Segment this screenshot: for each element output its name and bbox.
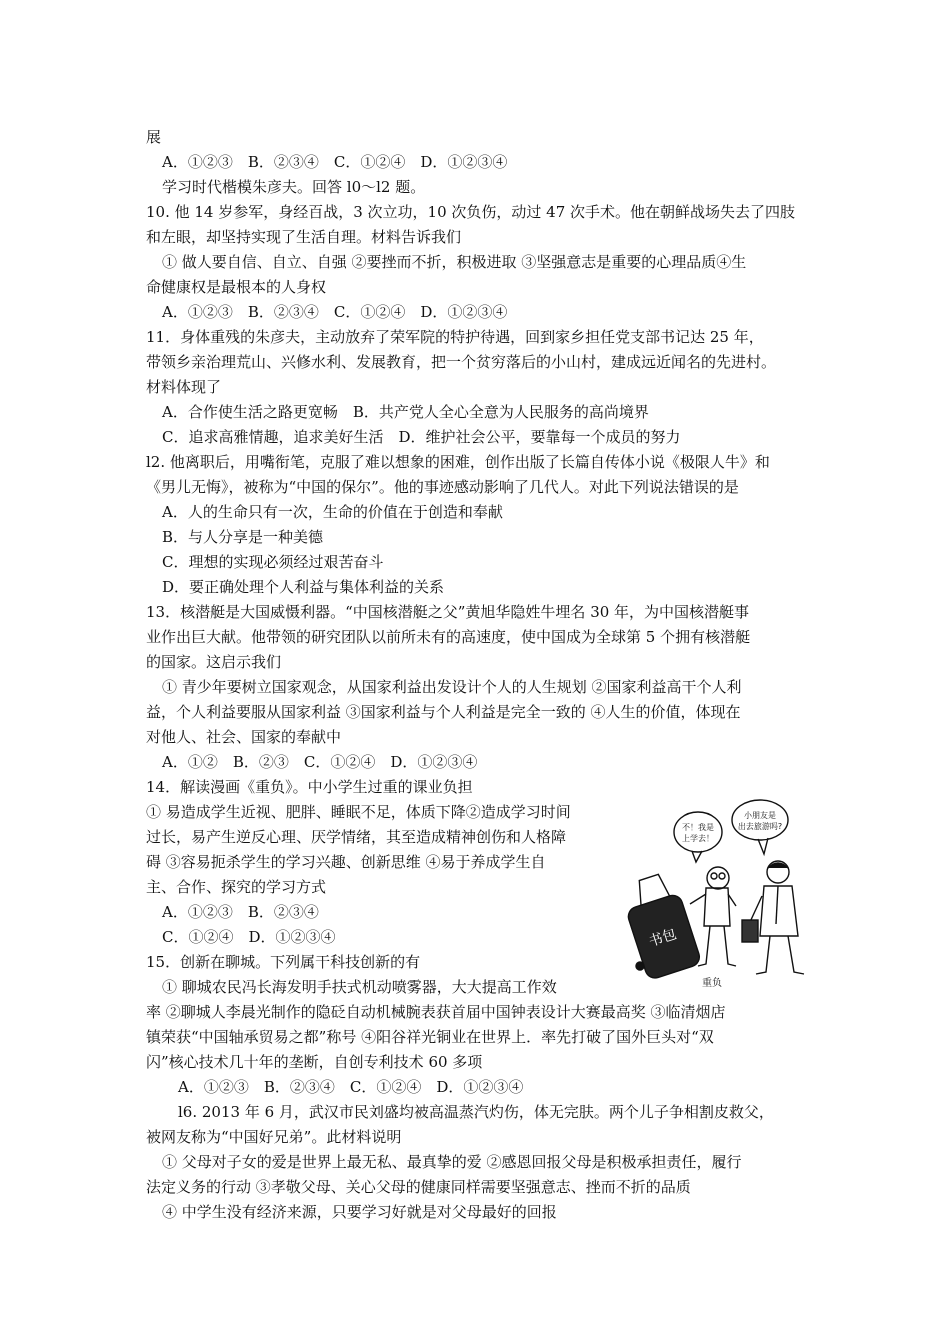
text-line: 展: [146, 128, 162, 146]
answer-options: A．①②③ B．②③④ C．①②④ D．①②③④: [162, 153, 508, 171]
answer-options: A．合作使生活之路更宽畅 B．共产党人全心全意为人民服务的高尚境界: [162, 403, 649, 421]
question-16: l6. 2013 年 6 月，武汉市民刘盛均被高温蒸汽灼伤，体无完肤。两个儿子争相割皮救父，: [178, 1103, 774, 1121]
answer-option: A．人的生命只有一次，生命的价值在于创造和奉献: [162, 503, 503, 521]
answer-options: A．①② B．②③ C．①②④ D．①②③④: [162, 753, 478, 771]
text-line: ④ 中学生没有经济来源，只要学习好就是对父母最好的回报: [162, 1203, 557, 1221]
text-line: 材料体现了: [146, 378, 222, 396]
schoolbag-label: 书包: [646, 926, 679, 951]
answer-option: D．要正确处理个人利益与集体利益的关系: [162, 578, 445, 596]
answer-options: C．①②④ D．①②③④: [162, 928, 336, 946]
question-11: 11．身体重残的朱彦夫，主动放弃了荣军院的特护待遇，回到家乡担任党支部书记达 25 年，: [146, 328, 764, 346]
text-line: 过长，易产生逆反心理、厌学情绪，其至造成精神创伤和人格障: [146, 828, 567, 846]
text-line: 益，个人利益要服从国家利益 ③国家利益与个人利益是完全一致的 ④人生的价值，体现在: [146, 703, 741, 721]
text-line: 碍 ③容易扼杀学生的学习兴趣、创新思维 ④易于养成学生自: [146, 853, 546, 871]
cartoon-caption: 重负: [702, 978, 722, 989]
question-13: 13．核潜艇是大国威慑利器。“中国核潜艇之父”黄旭华隐姓牛埋名 30 年，为中国核潜艇事: [146, 603, 750, 621]
speech-bubble-right: [732, 800, 788, 840]
text-line: 的国家。这启示我们: [146, 653, 282, 671]
text-line: 率 ②聊城人李晨光制作的隐砭自动机械腕表获首届中国钟表设计大赛最高奖 ③临清烟店: [146, 1003, 726, 1021]
text-line: ① 父母对子女的爱是世界上最无私、最真挚的爱 ②感恩回报父母是积极承担责任，履行: [162, 1153, 742, 1171]
rolling-schoolbag: [618, 870, 702, 981]
text-line: ① 聊城农民冯长海发明手扶式机动喷雾器，大大提高工作效: [162, 978, 557, 996]
text-line: 被网友称为“中国好兄弟”。此材料说明: [146, 1128, 402, 1146]
text-line: 学习时代楷模朱彦夫。回答 l0～l2 题。: [162, 178, 426, 196]
text-line: ① 易造成学生近视、肥胖、睡眠不足，体质下降②造成学习时间: [146, 803, 571, 821]
bubble-left-line1: 不！我是: [682, 823, 714, 832]
question-10: 10. 他 14 岁参军，身经百战，3 次立功，10 次负伤，动过 47 次手术。他在朝鲜战场失去了四肢: [146, 203, 796, 221]
answer-options: A．①②③ B．②③④: [162, 903, 319, 921]
answer-option: B．与人分享是一种美德: [162, 528, 324, 546]
bubble-right-line1: 小朋友是: [744, 811, 776, 820]
text-line: ① 青少年要树立国家观念，从国家利益出发设计个人的人生规划 ②国家利益高干个人利: [162, 678, 742, 696]
answer-options: A．①②③ B．②③④ C．①②④ D．①②③④: [162, 303, 508, 321]
text-line: 《男儿无悔》，被称为“中国的保尔”。他的事迹感动影响了几代人。对此下列说法错误的是: [146, 478, 739, 496]
text-line: 命健康权是最根本的人身权: [146, 278, 327, 296]
answer-option: C．理想的实现必须经过艰苦奋斗: [162, 553, 384, 571]
answer-options: A．①②③ B．②③④ C．①②④ D．①②③④: [178, 1078, 524, 1096]
speech-bubble-left: [674, 812, 722, 852]
text-line: 镇荣获“中国轴承贸易之都”称号 ④阳谷祥光铜业在世界上．率先打破了国外巨头对“双: [146, 1028, 714, 1046]
bubble-left-line2: 上学去！: [682, 834, 714, 843]
text-line: 业作出巨大献。他带领的研究团队以前所未有的高速度，使中国成为全球第 5 个拥有核潜艇: [146, 628, 751, 646]
bubble-right-line2: 出去旅游吗?: [737, 822, 783, 831]
text-line: 和左眼，却坚持实现了生活自理。材料告诉我们: [146, 228, 462, 246]
text-line: 闪”核心技术几十年的垄断，自创专利技术 60 多项: [146, 1053, 483, 1071]
text-line: 法定义务的行动 ③孝敬父母、关心父母的健康同样需要坚强意志、挫而不折的品质: [146, 1178, 691, 1196]
child-head: [707, 867, 729, 889]
text-line: 主、合作、探究的学习方式: [146, 878, 327, 896]
text-line: ① 做人要自信、自立、自强 ②要挫而不折，积极进取 ③坚强意志是重要的心理品质④生: [162, 253, 747, 271]
burden-cartoon: [610, 796, 825, 986]
answer-options: C．追求高雅情趣，追求美好生活 D．维护社会公平，要靠每一个成员的努力: [162, 428, 681, 446]
question-12: l2. 他离职后，用嘴衔笔，克服了难以想象的困难，创作出版了长篇自传体小说《极限人牛》和: [146, 453, 770, 471]
text-line: 对他人、社会、国家的奉献中: [146, 728, 342, 746]
text-line: 带领乡亲治理荒山、兴修水利、发展教育，把一个贫穷落后的小山村，建成远近闻名的先进村。: [146, 353, 777, 371]
question-14: 14．解读漫画《重负》。中小学生过重的课业负担: [146, 778, 473, 796]
question-15: 15．创新在聊城。下列属干科技创新的有: [146, 953, 421, 971]
